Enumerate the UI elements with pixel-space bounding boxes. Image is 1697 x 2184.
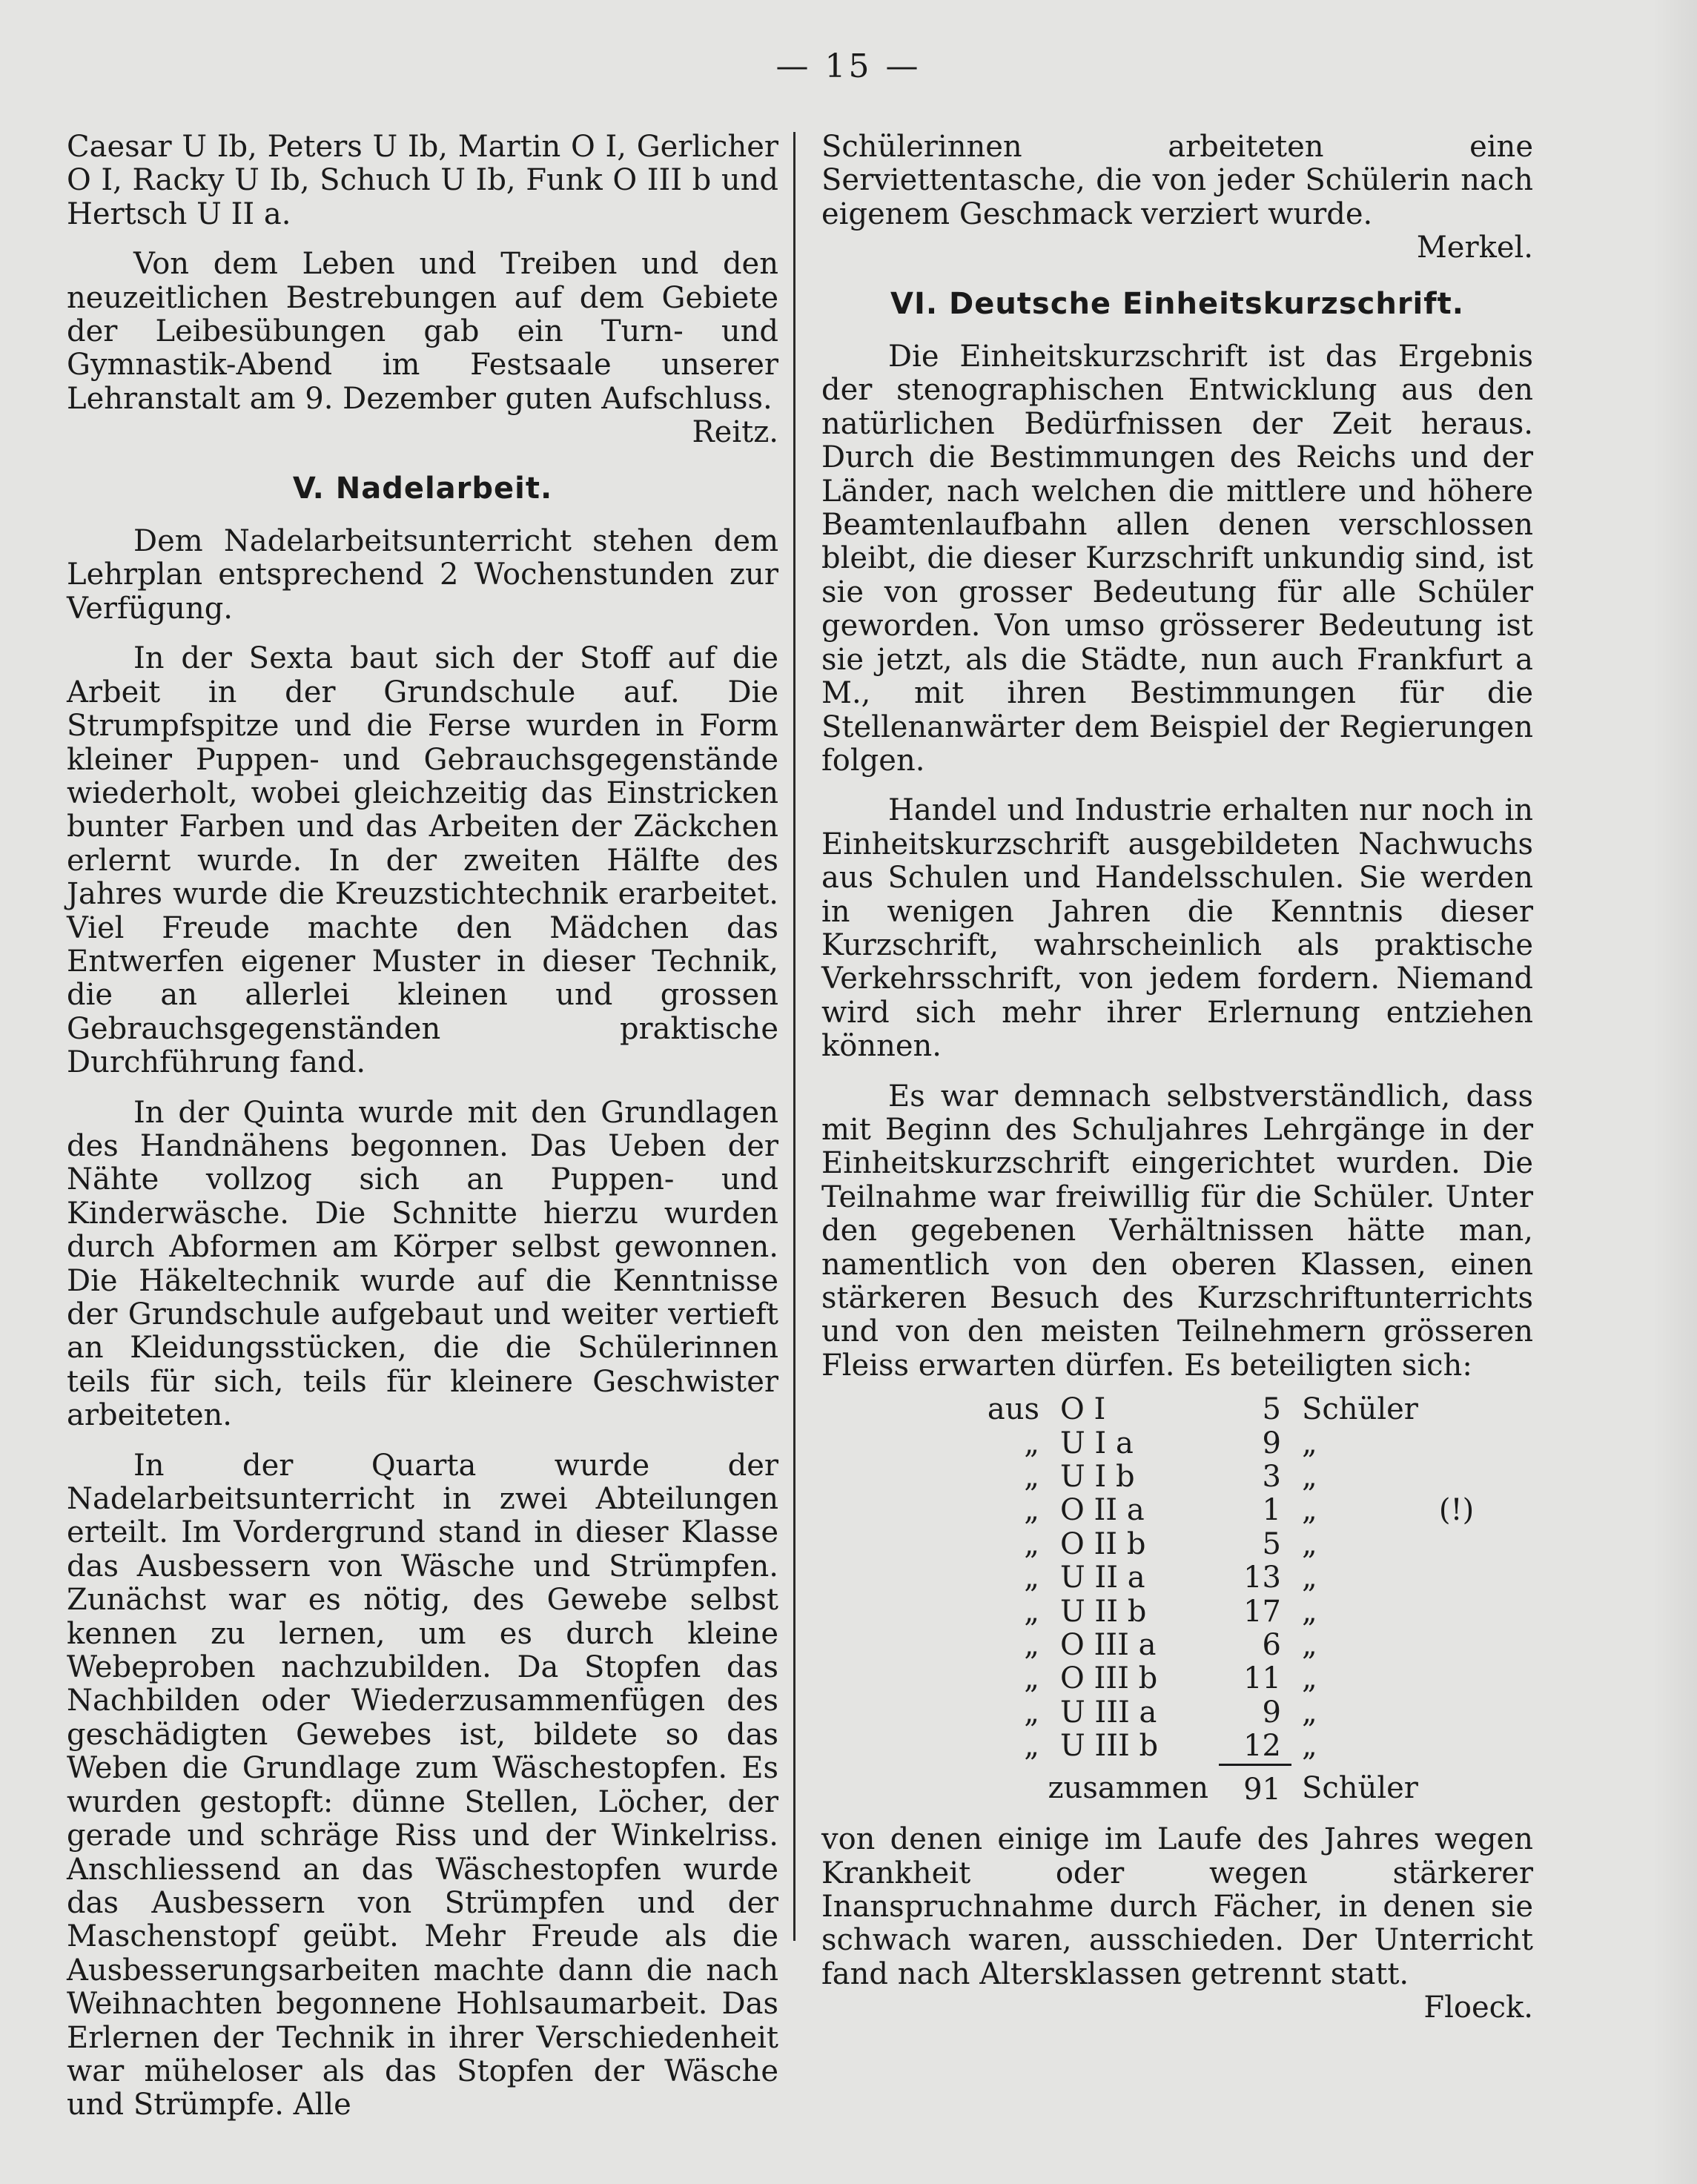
cell-num: 9: [1262, 1695, 1281, 1730]
cell-note: [1429, 1528, 1494, 1561]
cell-prefix: „: [1024, 1493, 1039, 1528]
cell-note: [1429, 1427, 1494, 1460]
cell-num: 13: [1243, 1561, 1281, 1595]
paragraph: In der Sexta baut sich der Stoff auf die Arbeit in der Grundschule auf. Die Strumpfspitze und die Ferse wurden in Form kleiner Puppen- und Gebrauchsgegenstände wiederholt, wobei gleichzeitig das Einstricken bunter Farben und das Arbeiten der Zäckchen erlernt wurde. In der zweiten Hälfte des Jahres wurde die Kreuzstichtechnik erarbeitet. Viel Freude machte den Mädchen das Entwerfen eigener Muster in dieser Technik, die an allerlei kleinen und grossen Gebrauchsgegenständen praktische Durchführung fand.: [67, 641, 778, 1080]
participation-table: [962, 1393, 1494, 1807]
cell-note: [1429, 1730, 1494, 1764]
paragraph: In der Quinta wurde mit den Grundlagen des Handnähens begonnen. Das Ueben der Nähte vollzog sich an Puppen- und Kinderwäsche. Die Schnitte hierzu wurden durch Abformen am Körper selbst gewonnen. Die Häkeltechnik wurde auf die Kenntnisse der Grundschule aufgebaut und weiter vertieft an Kleidungsstücken, die die Schülerinnen teils für sich, teils für kleinere Geschwister arbeiteten.: [67, 1095, 778, 1433]
section-heading-kurzschrift: VI. Deutsche Einheitskurzschrift.: [890, 286, 1464, 321]
cell-cls: O III b: [1060, 1661, 1158, 1696]
cell-cls: O II a: [1060, 1493, 1145, 1528]
cell-prefix: „: [1024, 1426, 1039, 1460]
paragraph: Handel und Industrie erhalten nur noch in Einheitskurzschrift ausgebildeten Nachwuchs aus Schulen und Handelsschulen. Sie werden in wenigen Jahren die Kenntnis dieser Kurzschrift, wahrscheinlich als praktische Verkehrsschrift, von jedem fordern. Niemand wird sich mehr ihrer Erlernung entziehen können.: [821, 793, 1533, 1064]
table-row: [962, 1595, 1494, 1629]
table-row: [962, 1528, 1494, 1561]
cell-cls: U III b: [1060, 1729, 1159, 1764]
cell-prefix: „: [1024, 1561, 1039, 1595]
cell-unit: „: [1302, 1695, 1317, 1730]
cell-prefix: „: [1024, 1628, 1039, 1663]
paragraph: Caesar U Ib, Peters U Ib, Martin O I, Gerlicher O I, Racky U Ib, Schuch U Ib, Funk O III b und Hertsch U II a.: [67, 130, 778, 231]
cell-prefix: „: [1024, 1695, 1039, 1730]
cell-prefix: aus: [987, 1392, 1039, 1427]
table-row: [962, 1427, 1494, 1460]
cell-unit: „: [1302, 1729, 1317, 1764]
cell-prefix: „: [1024, 1594, 1039, 1629]
table-row: [962, 1662, 1494, 1695]
section-heading-nadelarbeit: V. Nadelarbeit.: [292, 471, 553, 506]
paragraph: Die Einheitskurzschrift ist das Ergebnis der stenographischen Entwicklung aus den natürlichen Bedürfnissen der Zeit heraus. Durch die Bestimmungen des Reichs und der Länder, nach welchen die mittlere und höhere Beamtenlaufbahn allen denen verschlossen bleibt, die dieser Kurzschrift unkundig sind, ist sie von grosser Bedeutung für alle Schüler geworden. Von umso grösserer Bedeutung ist sie jetzt, als die Städte, nun auch Frankfurt a M., mit ihren Bestimmungen für die Stellenanwärter dem Beispiel der Regierungen folgen.: [821, 340, 1533, 778]
cell-prefix: „: [1024, 1460, 1039, 1495]
cell-num: 6: [1262, 1628, 1281, 1663]
cell-unit: Schüler: [1302, 1392, 1418, 1427]
page-number: — 15 —: [775, 47, 922, 85]
table-row: [962, 1393, 1494, 1426]
cell-cls: U I a: [1060, 1426, 1134, 1460]
cell-num: 11: [1243, 1661, 1281, 1696]
paragraph: Schülerinnen arbeiteten eine Serviettentasche, die von jeder Schülerin nach eigenem Geschmack verziert wurde.: [821, 130, 1533, 231]
cell-num: 5: [1262, 1392, 1281, 1427]
table-row: [962, 1629, 1494, 1662]
right-column: [821, 130, 1533, 2025]
cell-unit: „: [1302, 1594, 1317, 1629]
cell-note: [1429, 1629, 1494, 1662]
cell-num: 17: [1243, 1594, 1281, 1629]
cell-unit: „: [1302, 1493, 1317, 1528]
cell-prefix: „: [1024, 1661, 1039, 1696]
cell-unit: „: [1302, 1526, 1317, 1561]
total-unit: Schüler: [1302, 1771, 1418, 1806]
cell-prefix: „: [1024, 1729, 1039, 1764]
total-label: zusammen: [1048, 1771, 1208, 1806]
cell-note: [1429, 1393, 1494, 1426]
cell-num: 5: [1262, 1526, 1281, 1561]
table-row: [962, 1561, 1494, 1595]
page-edge-shadow: [1653, 0, 1697, 2184]
left-column: [67, 130, 778, 2122]
signature-floeck: Floeck.: [1423, 1991, 1533, 2025]
cell-cls: O III a: [1060, 1628, 1157, 1663]
total-number: 91: [1243, 1772, 1281, 1807]
cell-unit: „: [1302, 1426, 1317, 1460]
column-divider: [793, 132, 795, 1941]
cell-note: [1429, 1595, 1494, 1629]
cell-cls: U I b: [1060, 1460, 1135, 1495]
cell-num: 1: [1262, 1493, 1281, 1528]
table-row: [962, 1696, 1494, 1730]
paragraph: In der Quarta wurde der Nadelarbeitsunterricht in zwei Abteilungen erteilt. Im Vordergrund stand in dieser Klasse das Ausbessern von Wäsche und Strümpfen. Zunächst war es nötig, des Gewebe selbst kennen zu lernen, um es durch kleine Webeproben nachzubilden. Da Stopfen das Nachbilden oder Wiederzusammenfügen des geschädigten Gewebes ist, bildete so das Weben die Grundlage zum Wäschestopfen. Es wurden gestopft: dünne Stellen, Löcher, der gerade und schräge Riss und der Winkelriss. Anschliessend an das Wäschestopfen wurde das Ausbessern von Strümpfen und der Maschenstopf geübt. Mehr Freude als die Ausbesserungsarbeiten machte dann die nach Weihnachten begonnene Hohlsaumarbeit. Das Erlernen der Technik in ihrer Verschiedenheit war müheloser als das Stopfen der Wäsche und Strümpfe. Alle: [67, 1448, 778, 2122]
paragraph: Es war demnach selbstverständlich, dass mit Beginn des Schuljahres Lehrgänge in der Einheitskurzschrift eingerichtet wurden. Die Teilnahme war freiwillig für die Schüler. Unter den gegebenen Verhältnissen hätte man, namentlich von den oberen Klassen, einen stärkeren Besuch des Kurzschriftunterrichts und von den meisten Teilnehmern grösseren Fleiss erwarten dürfen. Es beteiligten sich:: [821, 1079, 1533, 1383]
cell-unit: „: [1302, 1460, 1317, 1495]
cell-cls: U II a: [1060, 1561, 1145, 1595]
signature-merkel: Merkel.: [1416, 231, 1533, 265]
cell-prefix: „: [1024, 1526, 1039, 1561]
cell-note: [1429, 1662, 1494, 1695]
cell-unit: „: [1302, 1661, 1317, 1696]
cell-note: (!): [1438, 1493, 1475, 1528]
total-row: [962, 1764, 1494, 1807]
cell-cls: O II b: [1060, 1526, 1146, 1561]
cell-unit: „: [1302, 1561, 1317, 1595]
table-row: [962, 1460, 1494, 1494]
cell-cls: U III a: [1060, 1695, 1157, 1730]
paragraph: Dem Nadelarbeitsunterricht stehen dem Lehrplan entsprechend 2 Wochenstunden zur Verfügung.: [67, 524, 778, 626]
paragraph: von denen einige im Laufe des Jahres wegen Krankheit oder wegen stärkerer Inanspruchnahme durch Fächer, in denen sie schwach waren, ausschieden. Der Unterricht fand nach Altersklassen getrennt statt.: [821, 1822, 1533, 1991]
paragraph: Von dem Leben und Treiben und den neuzeitlichen Bestrebungen auf dem Gebiete der Leibesübungen gab ein Turn- und Gymnastik-Abend im Festsaale unserer Lehranstalt am 9. Dezember guten Aufschluss.: [67, 247, 778, 416]
cell-note: [1429, 1561, 1494, 1595]
table-row: [962, 1730, 1494, 1764]
table-row: [962, 1494, 1494, 1527]
cell-cls: U II b: [1060, 1594, 1147, 1629]
signature-reitz: Reitz.: [692, 415, 778, 450]
cell-num: 3: [1262, 1460, 1281, 1495]
cell-num: 12: [1219, 1730, 1291, 1764]
cell-num: 9: [1262, 1426, 1281, 1460]
cell-cls: O I: [1060, 1392, 1106, 1427]
cell-unit: „: [1302, 1628, 1317, 1663]
cell-note: [1429, 1460, 1494, 1494]
cell-note: [1429, 1696, 1494, 1730]
